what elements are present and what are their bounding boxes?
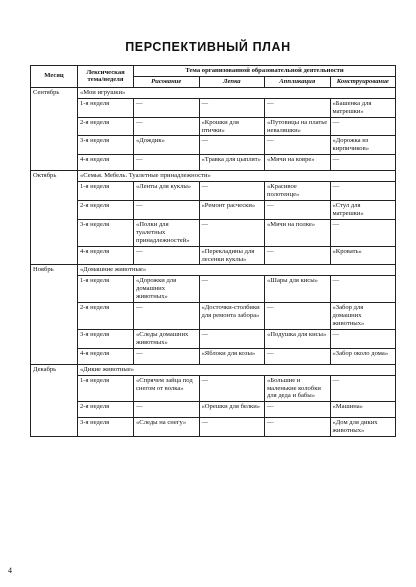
week-cell: 2-я неделя — [78, 201, 134, 220]
activity-cell: «Полки для туалетных принадлежностей» — [134, 219, 200, 246]
page-title: ПЕРСПЕКТИВНЫЙ ПЛАН — [125, 40, 291, 54]
week-row — [31, 182, 396, 201]
month-cell: Декабрь — [31, 364, 78, 437]
week-cell: 1-я неделя — [78, 182, 134, 201]
activity-cell: — — [134, 303, 200, 330]
activity-cell: — — [265, 98, 331, 117]
week-row — [31, 98, 396, 117]
activity-cell: — — [199, 136, 265, 155]
week-row — [31, 246, 396, 265]
header-drawing: Рисование — [134, 76, 200, 87]
activity-cell: — — [330, 182, 396, 201]
theme-cell: «Мои игрушки» — [78, 87, 396, 98]
activity-cell: — — [199, 329, 265, 348]
activity-cell: — — [199, 418, 265, 437]
activity-cell: «Красивое полотенце» — [265, 182, 331, 201]
activity-cell: «Ремонт расчески» — [199, 201, 265, 220]
week-row — [31, 329, 396, 348]
activity-cell: — — [265, 402, 331, 418]
activity-cell: «Дождик» — [134, 136, 200, 155]
activity-cell: «Большие и маленькие колобки для деда и бабы» — [265, 375, 331, 402]
activity-cell: — — [265, 303, 331, 330]
activity-cell: «Досточки-столбики для ремонта забора» — [199, 303, 265, 330]
week-row — [31, 219, 396, 246]
activity-cell: «Мячи на ковре» — [265, 155, 331, 171]
activity-cell: — — [134, 348, 200, 364]
activity-cell: «Забор для домашних животных» — [330, 303, 396, 330]
month-cell: Сентябрь — [31, 87, 78, 170]
activity-cell: «Травка для цыплят» — [199, 155, 265, 171]
activity-cell: — — [134, 98, 200, 117]
week-cell: 4-я неделя — [78, 155, 134, 171]
activity-cell: — — [265, 418, 331, 437]
table-body — [31, 87, 396, 436]
activity-cell: — — [199, 182, 265, 201]
week-row — [31, 117, 396, 136]
activity-cell: — — [134, 117, 200, 136]
activity-cell: «Дорожки для домашних животных» — [134, 276, 200, 303]
activity-cell: — — [330, 375, 396, 402]
week-row — [31, 348, 396, 364]
activity-cell: «Орешки для белки» — [199, 402, 265, 418]
table-header — [31, 66, 396, 88]
activity-cell: «Мячи на полке» — [265, 219, 331, 246]
activity-cell: «Дорожка из кирпичиков» — [330, 136, 396, 155]
activity-cell: — — [199, 375, 265, 402]
month-theme-row — [31, 87, 396, 98]
activity-cell: — — [330, 117, 396, 136]
week-cell: 1-я неделя — [78, 276, 134, 303]
week-cell: 3-я неделя — [78, 329, 134, 348]
activity-cell: — — [330, 219, 396, 246]
week-cell: 2-я неделя — [78, 402, 134, 418]
page-number: 4 — [8, 566, 12, 575]
activity-cell: «Яблоки для козы» — [199, 348, 265, 364]
activity-cell: «Забор около дома» — [330, 348, 396, 364]
week-cell: 2-я неделя — [78, 117, 134, 136]
month-cell: Ноябрь — [31, 265, 78, 364]
week-row — [31, 201, 396, 220]
week-row — [31, 375, 396, 402]
activity-cell: «Спрячем зайца под снегом от волка» — [134, 375, 200, 402]
header-modeling: Лепка — [199, 76, 265, 87]
activity-cell: — — [330, 329, 396, 348]
activity-cell: — — [199, 219, 265, 246]
week-cell: 3-я неделя — [78, 219, 134, 246]
activity-cell: «Перекладины для лесенки куклы» — [199, 246, 265, 265]
activity-cell: «Дом для диких животных» — [330, 418, 396, 437]
activity-cell: — — [134, 402, 200, 418]
plan-table — [30, 65, 396, 437]
theme-cell: «Дикие животные» — [78, 364, 396, 375]
activity-cell: «Следы домашних животных» — [134, 329, 200, 348]
week-row — [31, 402, 396, 418]
week-row — [31, 276, 396, 303]
week-row — [31, 136, 396, 155]
header-construction: Конструирование — [330, 76, 396, 87]
activity-cell: — — [134, 246, 200, 265]
activity-cell: «Машина» — [330, 402, 396, 418]
activity-cell: «Путовицы на платье неваляшки» — [265, 117, 331, 136]
activity-cell: «Шары для кисы» — [265, 276, 331, 303]
week-row — [31, 418, 396, 437]
activity-cell: — — [134, 201, 200, 220]
activity-cell: «Кровать» — [330, 246, 396, 265]
activity-cell: «Крошки для птички» — [199, 117, 265, 136]
header-activity-group: Тема организованной образовательной деятельности — [134, 66, 396, 77]
month-theme-row — [31, 364, 396, 375]
header-month: Месяц — [31, 66, 78, 88]
activity-cell: «Подушка для кисы» — [265, 329, 331, 348]
month-theme-row — [31, 265, 396, 276]
header-applique: Аппликация — [265, 76, 331, 87]
week-cell: 2-я неделя — [78, 303, 134, 330]
activity-cell: — — [265, 201, 331, 220]
activity-cell: — — [330, 155, 396, 171]
week-cell: 4-я неделя — [78, 348, 134, 364]
activity-cell: «Ленты для куклы» — [134, 182, 200, 201]
activity-cell: «Стул для матрешки» — [330, 201, 396, 220]
week-cell: 3-я неделя — [78, 418, 134, 437]
month-theme-row — [31, 171, 396, 182]
header-topic: Лексическая тема/неделя — [78, 66, 134, 88]
week-row — [31, 303, 396, 330]
week-row — [31, 155, 396, 171]
activity-cell: — — [265, 348, 331, 364]
activity-cell: — — [330, 276, 396, 303]
theme-cell: «Домашние животные» — [78, 265, 396, 276]
activity-cell: «Следы на снегу» — [134, 418, 200, 437]
week-cell: 4-я неделя — [78, 246, 134, 265]
activity-cell: — — [134, 155, 200, 171]
activity-cell: — — [199, 276, 265, 303]
activity-cell: «Башенка для матрешки» — [330, 98, 396, 117]
month-cell: Октябрь — [31, 171, 78, 265]
activity-cell: — — [265, 136, 331, 155]
theme-cell: «Семья. Мебель. Туалетные принадлежности» — [78, 171, 396, 182]
week-cell: 1-я неделя — [78, 98, 134, 117]
activity-cell: — — [199, 98, 265, 117]
week-cell: 1-я неделя — [78, 375, 134, 402]
week-cell: 3-я неделя — [78, 136, 134, 155]
activity-cell: — — [265, 246, 331, 265]
